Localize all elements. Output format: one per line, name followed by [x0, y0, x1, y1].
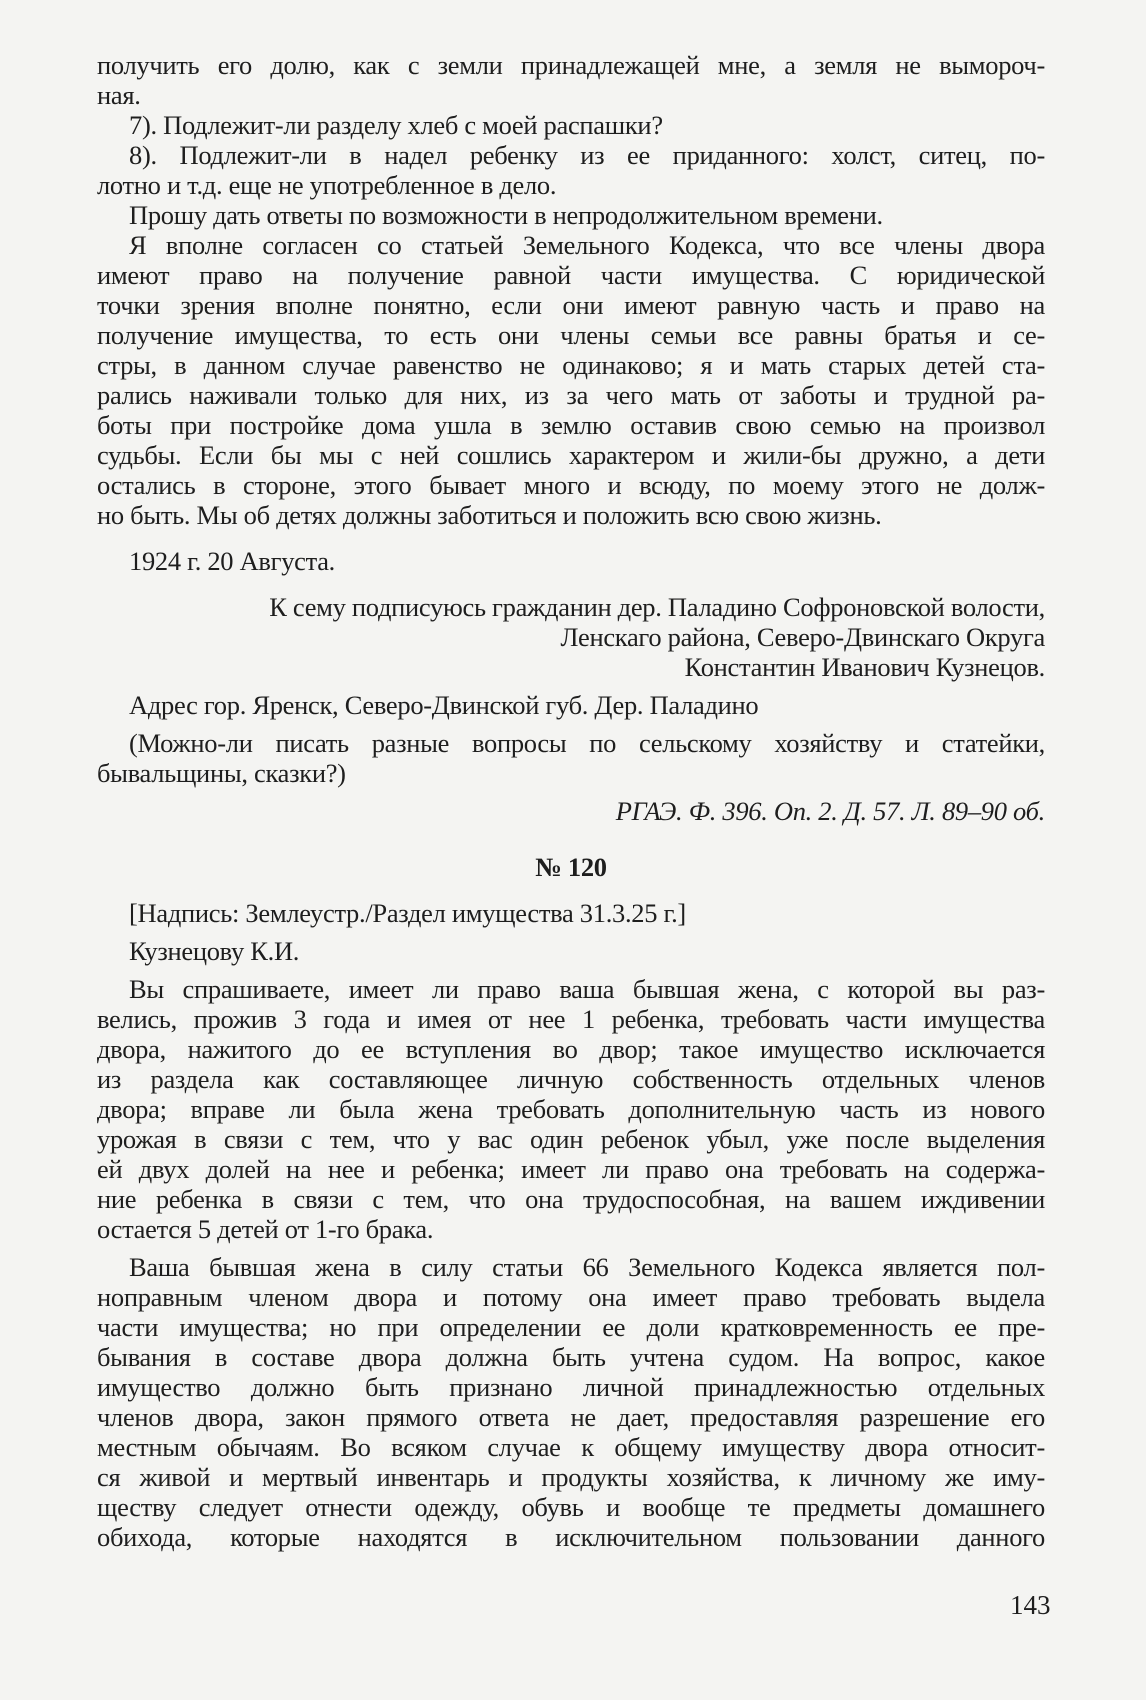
answer-p2 [97, 1252, 1045, 1552]
archive-reference [97, 796, 1045, 826]
text-line: 8). Подлежит-ли в надел ребенку из ее приданного: холст, ситец, по- [129, 140, 1045, 170]
text-line: № 120 [535, 852, 607, 882]
question-8 [97, 140, 1045, 200]
text-line: стры, в данном случае равенство не одинаково; я и мать старых детей ста- [97, 350, 1045, 380]
text-line: Ваша бывшая жена в силу статьи 66 Земельного Кодекса является пол- [129, 1252, 1045, 1282]
text-line: из раздела как составляющее личную собственность отдельных членов [97, 1064, 1045, 1094]
text-line: ная. [97, 80, 141, 110]
text-line: 7). Подлежит-ли разделу хлеб с моей распашки? [129, 110, 663, 140]
inscription [97, 898, 1045, 928]
text-line: [Надпись: Землеустр./Раздел имущества 31.3.25 г.] [129, 898, 686, 928]
text-line: велись, прожив 3 года и имея от нее 1 ребенка, требовать части имущества [97, 1004, 1045, 1034]
document-page [97, 50, 1045, 1552]
text-line: РГАЭ. Ф. 396. Оп. 2. Д. 57. Л. 89–90 об. [615, 796, 1045, 826]
text-line: двора; вправе ли была жена требовать дополнительную часть из нового [97, 1094, 1045, 1124]
text-line: получить его долю, как с земли принадлежащей мне, а земля не вымороч- [97, 50, 1045, 80]
letter-end-p1 [97, 50, 1045, 110]
text-line: бывания в составе двора должна быть учтена судом. На вопрос, какое [97, 1342, 1045, 1372]
text-line: ся живой и мертвый инвентарь и продукты хозяйства, к личному же иму- [97, 1462, 1045, 1492]
text-line: урожая в связи с тем, что у вас один ребенок убыл, уже после выделения [97, 1124, 1045, 1154]
text-line: Вы спрашиваете, имеет ли право ваша бывшая жена, с которой вы раз- [129, 974, 1045, 1004]
text-line: членов двора, закон прямого ответа не дает, предоставляя разрешение его [97, 1402, 1045, 1432]
opinion [97, 230, 1045, 530]
text-line: Адрес гор. Яренск, Северо-Двинской губ. Дер. Паладино [129, 690, 759, 720]
text-line: Прошу дать ответы по возможности в непродолжительном времени. [129, 200, 883, 230]
signature [97, 592, 1045, 682]
text-line: боты при постройке дома ушла в землю оставив свою семью на произвол [97, 410, 1045, 440]
text-line: двора, нажитого до ее вступления во двор; такое имущество исключается [97, 1034, 1045, 1064]
text-line: Константин Иванович Кузнецов. [684, 652, 1045, 682]
text-line: Я вполне согласен со статьей Земельного Кодекса, что все члены двора [129, 230, 1045, 260]
text-line: обихода, которые находятся в исключительном пользовании данного [97, 1522, 1045, 1552]
answer-p1 [97, 974, 1045, 1244]
text-line: ей двух долей на нее и ребенка; имеет ли право она требовать на содержа- [97, 1154, 1045, 1184]
text-line: ществу следует отнести одежду, обувь и вообще те предметы домашнего [97, 1492, 1045, 1522]
date [97, 546, 1045, 576]
text-line: судьбы. Если бы мы с ней сошлись характером и жили-бы дружно, а дети [97, 440, 1045, 470]
addressee [97, 936, 1045, 966]
text-line: бывальщины, сказки?) [97, 758, 346, 788]
text-line: (Можно-ли писать разные вопросы по сельскому хозяйству и статейки, [129, 728, 1045, 758]
text-line: Кузнецову К.И. [129, 936, 300, 966]
question-7 [97, 110, 1045, 140]
text-line: местным обычаям. Во всяком случае к общему имуществу двора относит- [97, 1432, 1045, 1462]
text-line: части имущества; но при определении ее доли кратковременность ее пре- [97, 1312, 1045, 1342]
text-line: но быть. Мы об детях должны заботиться и положить всю свою жизнь. [97, 500, 882, 530]
text-line: имеют право на получение равной части имущества. С юридической [97, 260, 1045, 290]
text-line: К сему подписуюсь гражданин дер. Паладино Софроновской волости, [269, 592, 1045, 622]
text-line: точки зрения вполне понятно, если они имеют равную часть и право на [97, 290, 1045, 320]
text-line: получение имущества, то есть они члены семьи все равны братья и се- [97, 320, 1045, 350]
address [97, 690, 1045, 720]
text-line: Ленскаго района, Северо-Двинскаго Округа [560, 622, 1045, 652]
text-line: имущество должно быть признано личной принадлежностью отдельных [97, 1372, 1045, 1402]
document-number [97, 852, 1045, 882]
text-line: 1924 г. 20 Августа. [129, 546, 336, 576]
request [97, 200, 1045, 230]
text-line: лотно и т.д. еще не употребленное в дело. [97, 170, 557, 200]
text-line: остается 5 детей от 1-го брака. [97, 1214, 434, 1244]
text-line: остались в стороне, этого бывает много и всюду, по моему этого не долж- [97, 470, 1045, 500]
page-number: 143 [1010, 1590, 1051, 1620]
text-line: ние ребенка в связи с тем, что она трудоспособная, на вашем иждивении [97, 1184, 1045, 1214]
postscript [97, 728, 1045, 788]
text-line: ноправным членом двора и потому она имеет право требовать выдела [97, 1282, 1045, 1312]
text-line: рались наживали только для них, из за чего мать от заботы и трудной ра- [97, 380, 1045, 410]
